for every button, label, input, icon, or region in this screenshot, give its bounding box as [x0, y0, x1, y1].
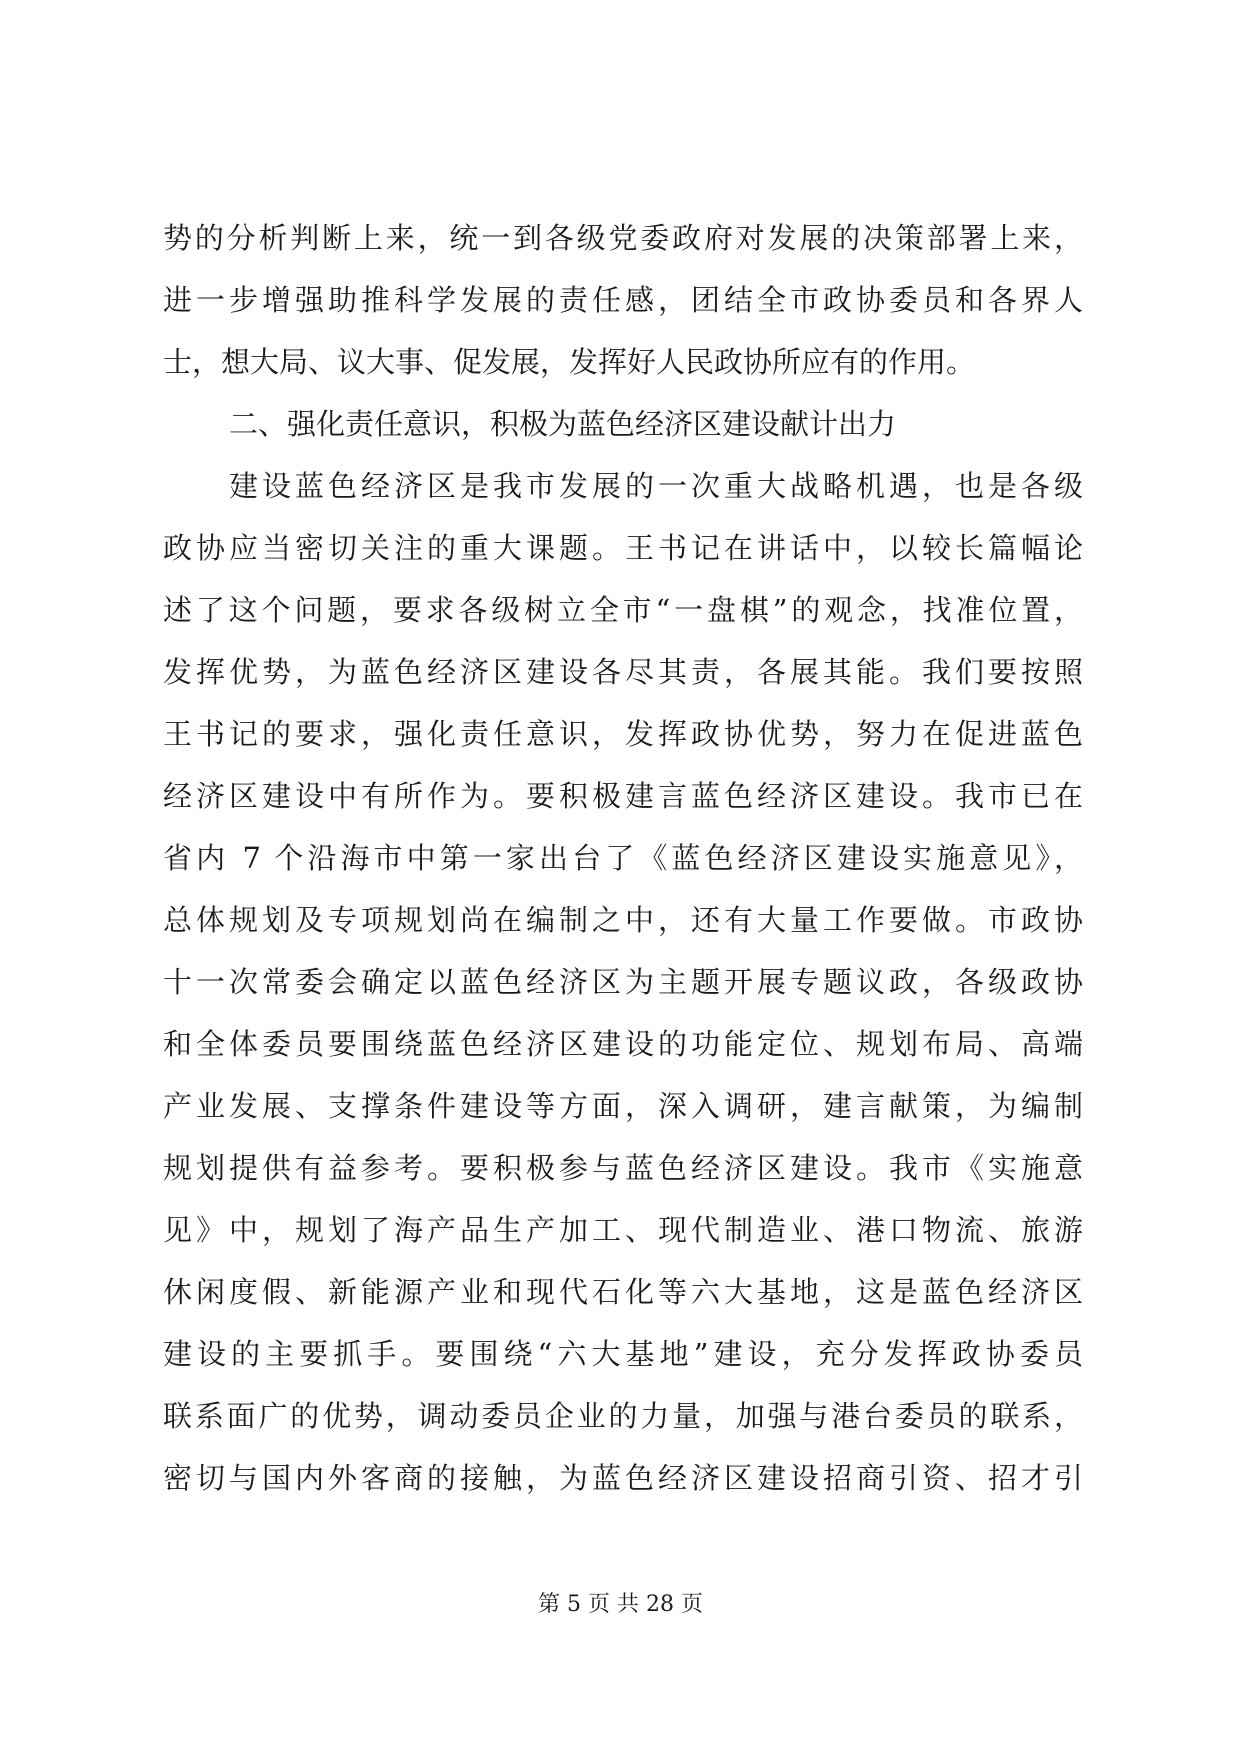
text-line-16: 规划提供有益参考。要积极参与蓝色经济区建设。我市《实施意 [163, 1151, 1083, 1185]
text-line-8: 发挥优势，为蓝色经济区建设各尽其责，各展其能。我们要按照 [163, 655, 1083, 689]
text-line-14: 和全体委员要围绕蓝色经济区建设的功能定位、规划布局、高端 [163, 1027, 1083, 1061]
text-line-15: 产业发展、支撑条件建设等方面，深入调研，建言献策，为编制 [163, 1089, 1083, 1123]
text-line-21: 密切与国内外客商的接触，为蓝色经济区建设招商引资、招才引 [163, 1461, 1083, 1495]
text-line-13: 十一次常委会确定以蓝色经济区为主题开展专题议政，各级政协 [163, 965, 1083, 999]
text-line-10: 经济区建设中有所作为。要积极建言蓝色经济区建设。我市已在 [163, 779, 1083, 813]
text-line-6: 政协应当密切关注的重大课题。王书记在讲话中，以较长篇幅论 [163, 531, 1083, 565]
text-line-3: 士，想大局、议大事、促发展，发挥好人民政协所应有的作用。 [163, 345, 976, 379]
text-line-11: 省内 7 个沿海市中第一家出台了《蓝色经济区建设实施意见》， [163, 841, 1083, 875]
text-line-2: 进一步增强助推科学发展的责任感，团结全市政协委员和各界人 [163, 283, 1083, 317]
page-number-footer: 第 5 页 共 28 页 [538, 1592, 703, 1617]
text-line-17: 见》中，规划了海产品生产加工、现代制造业、港口物流、旅游 [163, 1213, 1083, 1247]
text-line-12: 总体规划及专项规划尚在编制之中，还有大量工作要做。市政协 [163, 903, 1083, 937]
section-heading: 二、强化责任意识，积极为蓝色经济区建设献计出力 [229, 407, 897, 441]
body-text [163, 207, 1083, 1509]
text-line-5: 建设蓝色经济区是我市发展的一次重大战略机遇，也是各级 [229, 469, 1083, 503]
text-line-18: 休闲度假、新能源产业和现代石化等六大基地，这是蓝色经济区 [163, 1275, 1083, 1309]
text-line-1: 势的分析判断上来，统一到各级党委政府对发展的决策部署上来， [163, 221, 1083, 255]
text-line-9: 王书记的要求，强化责任意识，发挥政协优势，努力在促进蓝色 [163, 717, 1083, 751]
text-line-20: 联系面广的优势，调动委员企业的力量，加强与港台委员的联系， [163, 1399, 1083, 1433]
text-line-19: 建设的主要抓手。要围绕“六大基地”建设，充分发挥政协委员 [163, 1337, 1083, 1371]
text-line-7: 述了这个问题，要求各级树立全市“一盘棋”的观念，找准位置， [163, 593, 1083, 627]
